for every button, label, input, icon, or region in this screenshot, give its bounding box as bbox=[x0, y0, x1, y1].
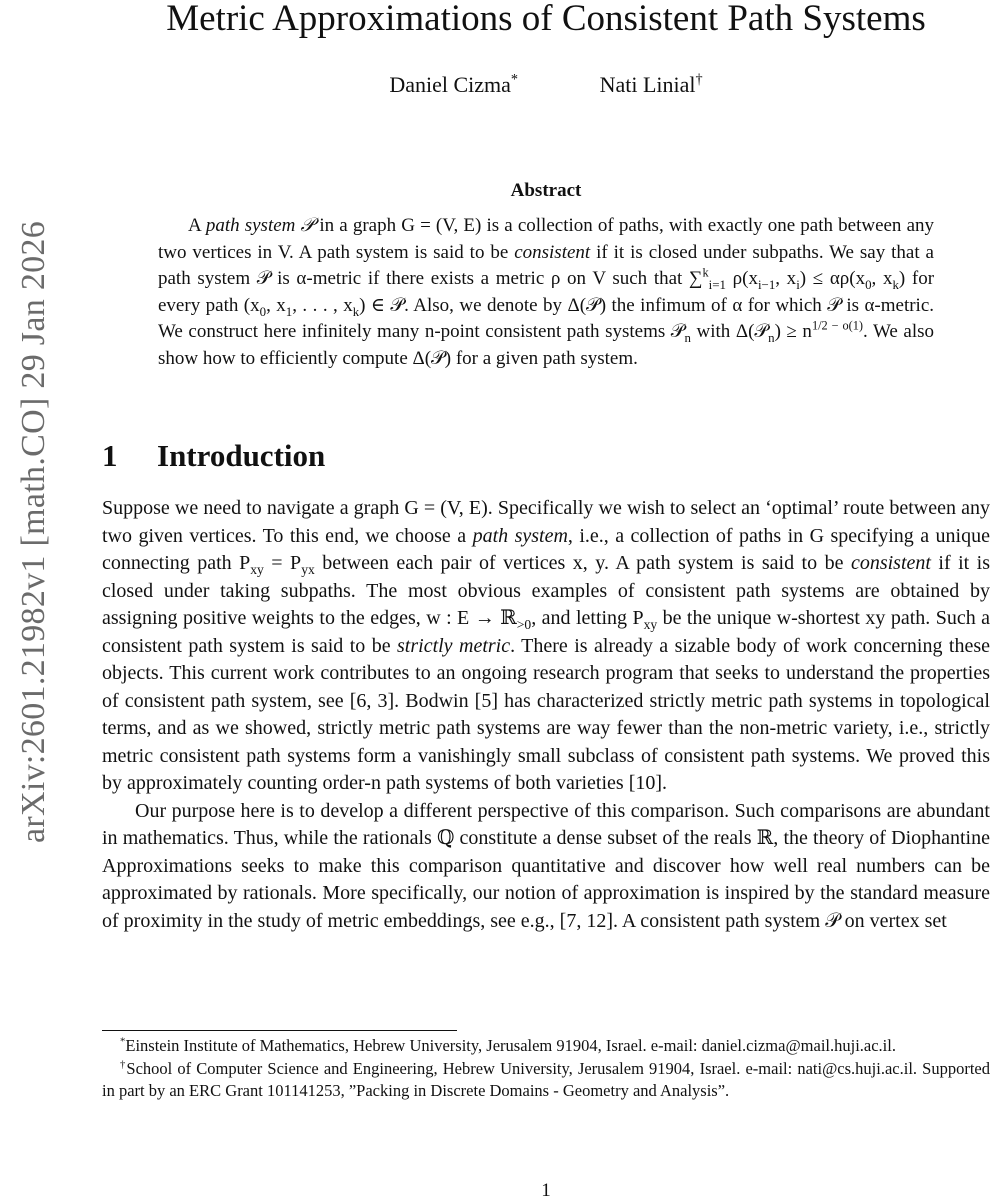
text-fragment: be the unique w-shortest xy path. Such a consistent path system is said to be bbox=[102, 607, 990, 657]
paragraph-2: Our purpose here is to develop a different perspective of this comparison. Such comparisons are abundant in mathematics. Thus, while the rationals ℚ constitute a dense subset of the reals ℝ, the theory of Diophantine Approximations seeks to make this comparison quantitative and discover how well real numbers can be approximated by rationals. More specifically, our notion of approximation is inspired by the standard measure of proximity in the study of metric embeddings, see e.g., [7, 12]. A consistent path system 𝒫 on vertex set bbox=[102, 799, 990, 932]
section-heading bbox=[102, 438, 325, 474]
text-fragment: , i.e., a collection of paths in G specifying a unique connecting path P bbox=[102, 524, 990, 574]
math-fragment: , x bbox=[266, 294, 286, 316]
arxiv-identifier: arXiv:2601.21982v1 [math.CO] 29 Jan 2026 bbox=[15, 220, 52, 844]
footnotes bbox=[102, 1035, 990, 1103]
math-sub: xy bbox=[643, 617, 658, 632]
abstract-fragment: if it is closed under subpaths. We say that a path system 𝒫 is α-metric if there exists a metric ρ on V such that ∑ bbox=[158, 241, 934, 289]
math-sup: k bbox=[702, 265, 709, 280]
math-sub: i bbox=[796, 276, 800, 292]
footnote-text: School of Computer Science and Engineering, Hebrew University, Jerusalem 91904, Israel. e-mail: nati@cs.huji.ac.il. Supported in part by an ERC Grant 101141253, ”Packing in Discrete Domains - Geometry and Analysis”. bbox=[102, 1058, 990, 1100]
math-sub: 1 bbox=[285, 303, 293, 319]
text-fragment: = P bbox=[263, 552, 302, 574]
math-sub: yx bbox=[301, 562, 315, 577]
author-footnote-mark: † bbox=[695, 71, 703, 88]
abstract-emphasis: consistent bbox=[514, 241, 591, 263]
math-sub: xy bbox=[250, 562, 264, 577]
math-sub: k bbox=[892, 276, 899, 292]
math-sub: i=1 bbox=[708, 276, 726, 292]
abstract-fragment: ) for every path (x bbox=[158, 268, 935, 316]
paragraph-1 bbox=[102, 495, 990, 798]
footnote-2 bbox=[102, 1058, 990, 1103]
author-name: Daniel Cizma bbox=[389, 72, 511, 97]
footnote-text: Einstein Institute of Mathematics, Hebrew University, Jerusalem 91904, Israel. e-mail: daniel.cizma@mail.huji.ac.il. bbox=[125, 1036, 896, 1055]
abstract-fragment: A bbox=[188, 215, 206, 236]
abstract-fragment: with Δ(𝒫 bbox=[690, 321, 769, 342]
body-text bbox=[102, 495, 990, 935]
abstract-fragment: in a graph G = (V, E) is a collection of paths, with exactly one path between any two vertices in V. A path system is said to be bbox=[158, 215, 934, 263]
math-sub: n bbox=[768, 329, 775, 345]
math-sub: 0 bbox=[259, 303, 267, 319]
emphasis: path system bbox=[472, 524, 568, 547]
math-fragment: , x bbox=[871, 268, 893, 289]
text-fragment: Suppose we need to navigate a graph G = (V, E). Specifically we wish to select an ‘optimal’ route between any two given vertices. To this end, we choose a bbox=[102, 497, 990, 547]
footnote-1 bbox=[102, 1035, 990, 1058]
section-number: 1 bbox=[102, 438, 118, 473]
math-sub: 0 bbox=[865, 276, 872, 292]
math-symbol: 𝒫 bbox=[300, 214, 315, 236]
paper-title: Metric Approximations of Consistent Path Systems bbox=[166, 0, 926, 39]
abstract-fragment: ρ(x bbox=[726, 268, 758, 289]
math-sup: 1/2 − o(1) bbox=[811, 318, 864, 333]
emphasis: consistent bbox=[850, 552, 931, 574]
abstract-emphasis: path system bbox=[205, 215, 296, 236]
math-sub: i−1 bbox=[757, 276, 776, 292]
author-2 bbox=[600, 72, 703, 98]
abstract-text bbox=[158, 212, 934, 372]
author-1 bbox=[389, 72, 518, 98]
emphasis: strictly metric bbox=[397, 634, 511, 657]
math-fragment: , x bbox=[775, 268, 797, 289]
author-footnote-mark: * bbox=[510, 71, 519, 88]
text-fragment: if it is closed under taking subpaths. The most obvious examples of consistent path systems are obtained by assigning positive weights to the edges, w : E → ℝ bbox=[102, 552, 990, 629]
math-sub: >0 bbox=[516, 617, 532, 632]
footnote-rule bbox=[102, 1030, 457, 1031]
footnote-mark: * bbox=[120, 1035, 126, 1048]
page-number: 1 bbox=[541, 1180, 551, 1201]
abstract-fragment: . We also show how to efficiently compute Δ(𝒫) for a given path system. bbox=[158, 321, 934, 369]
section-title: Introduction bbox=[157, 438, 326, 473]
math-sub: n bbox=[684, 329, 691, 345]
abstract-fragment: ) ∈ 𝒫. Also, we denote by Δ(𝒫) the infimum of α for which 𝒫 is α-metric. We construct here infinitely many n-point consistent path systems 𝒫 bbox=[158, 294, 935, 342]
footnote-mark: † bbox=[120, 1058, 127, 1070]
abstract-heading: Abstract bbox=[510, 180, 582, 201]
math-fragment: , . . . , x bbox=[292, 294, 353, 316]
abstract-fragment: ) ≤ αρ(x bbox=[799, 268, 866, 289]
author-name: Nati Linial bbox=[599, 72, 696, 97]
text-fragment: . There is already a sizable body of work concerning these objects. This current work contributes to an ongoing research program that seeks to understand the properties of consistent path system, see [6, 3]. Bodwin [5] has characterized strictly metric path systems in topological terms, and as we showed, strictly metric path systems are way fewer than the non-metric variety, i.e., strictly metric consistent path systems form a vanishingly small subclass of consistent path systems. We proved this by approximately counting order-n path systems of both varieties [10]. bbox=[102, 634, 990, 794]
math-sub: k bbox=[352, 303, 360, 319]
text-fragment: , and letting P bbox=[531, 607, 644, 629]
author-list bbox=[102, 72, 990, 98]
abstract-fragment: ) ≥ n bbox=[774, 321, 812, 342]
text-fragment: between each pair of vertices x, y. A path system is said to be bbox=[314, 552, 851, 574]
